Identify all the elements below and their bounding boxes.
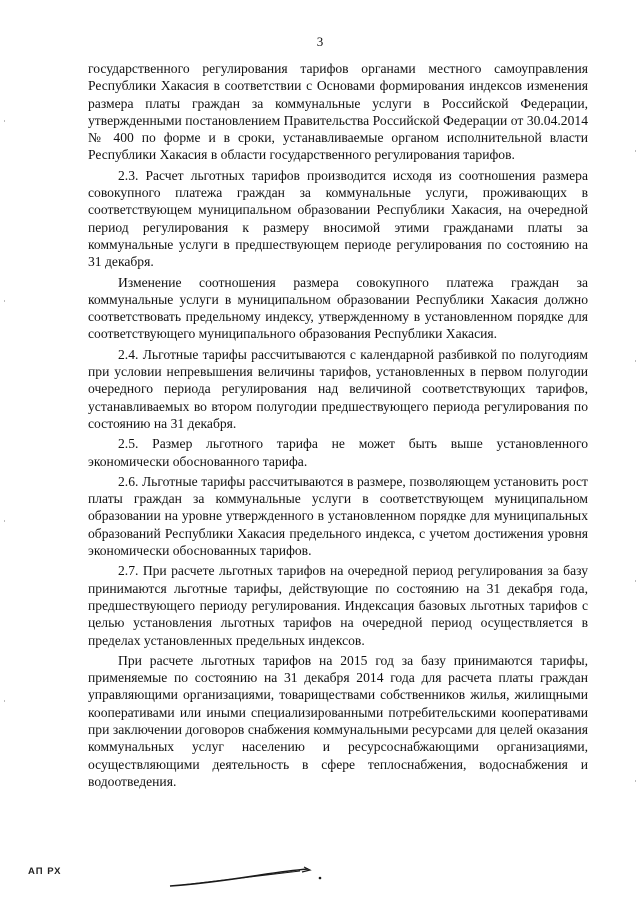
paragraph-2-5: 2.5. Размер льготного тарифа не может быть выше установленного экономически обоснованного тарифа. [88,436,588,469]
paragraph-2-4: 2.4. Льготные тарифы рассчитываются с календарной разбивкой по полугодиям при условии непревышения величины тарифов, установленных в первом полугодии очередного периода регулирования над величиной соответствующих тарифов, устанавливаемых во втором полугодии предшествующего периода регулирования по состоянию на 31 декабря. [88,346,588,431]
paragraph-ratio-change: Изменение соотношения размера совокупного платежа граждан за коммунальные услуги в муниципальном образовании Республики Хакасия должно соответствовать предельному индексу, утвержденному в установленном порядке для соответствующего муниципального образования Республики Хакасия. [88,274,588,342]
paragraph-2-3: 2.3. Расчет льготных тарифов производится исходя из соотношения размера совокупного платежа граждан за коммунальные услуги, проживающих в соответствующем муниципальном образовании Республики Хакасия, на очередной период регулирования к размеру вносимой этими гражданами платы за коммунальные услуги в предшествующем периоде регулирования по состоянию на 31 декабря. [88,167,588,270]
paragraph-continuation: государственного регулирования тарифов органами местного самоуправления Республики Хакасия в соответствии с Основами формирования индексов изменения размера платы граждан за коммунальные услуги в Российской Федерации, утвержденными постановлением Правительства Российской Федерации от 30.04.2014 № 400 по форме и в сроки, устанавливаемые органом исполнительной власти Республики Хакасия в области государственного регулирования тарифов. [88,61,588,163]
page-number: 3 [316,34,324,49]
paragraph-2-6: 2.6. Льготные тарифы рассчитываются в размере, позволяющем установить рост платы граждан за коммунальные услуги в соответствующем муниципальном образовании на уровне утвержденного в установленном порядке для муниципальных образований Республики Хакасия предельного индекса, с учетом достижения уровня экономически обоснованных тарифов. [88,473,588,559]
paragraph-2015-base: При расчете льготных тарифов на 2015 год за базу принимаются тарифы, применяемые по состоянию на 31 декабря 2014 года для расчета платы граждан управляющими организациями, товариществами собственников жилья, жилищными кооперативами или иными специализированными потребительскими кооперативами при заключении договоров снабжения коммунальными ресурсами для целей оказания коммунальных услуг населению и ресурсоснабжающими организациями, осуществляющими деятельность в сфере теплоснабжения, водоснабжения и водоотведения. [88,652,588,789]
footer-stamp: АП РХ [28,866,62,877]
paragraph-2-7: 2.7. При расчете льготных тарифов на очередной период регулирования за базу принимаются льготные тарифы, действующие по состоянию на 31 декабря года, предшествующего периоду регулирования. Индексация базовых льготных тарифов с целью установления льготных тарифов на очередной период осуществляется в пределах установленных предельных индексов. [88,563,588,648]
